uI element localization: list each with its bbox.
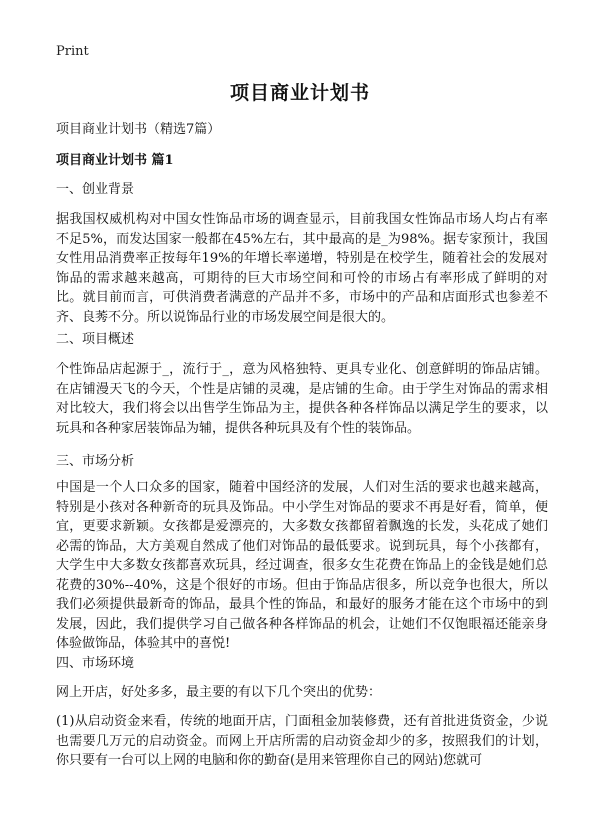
section-heading-market-analysis: 三、市场分析 xyxy=(56,454,135,469)
section-heading-overview: 二、项目概述 xyxy=(56,332,135,347)
section-paragraph-market-analysis: 中国是一个人口众多的国家，随着中国经济的发展，人们对生活的要求也越来越高，特别是小孩对各种新奇的玩具及饰品。中小学生对饰品的要求不再是好看，简单，便宜，更要求新颖。女孩都是爱漂亮的，大多数女孩都留着飘逸的长发，头花成了她们必需的饰品，大方美观自然成了他们对饰品的最低要求。说到玩具，每个小孩都有，大学生中大多数女孩都喜欢玩具，经过调查，很多女生花费在饰品上的金钱是她们总花费的30%--40%，这是个很好的市场。但由于饰品店很多，所以竞争也很大，所以我们必须提供最新奇的饰品，最具个性的饰品，和最好的服务才能在这个市场中的到发展，因此，我们提供学习自己做各种各样饰品的机会，让她们不仅饱眼福还能亲身体验做饰品，体验其中的喜悦! xyxy=(56,480,548,651)
section-paragraph-environment-intro: 网上开店，好处多多，最主要的有以下几个突出的优势： xyxy=(56,685,382,700)
article-heading: 项目商业计划书 篇1 xyxy=(56,153,174,168)
document-subtitle: 项目商业计划书（精选7篇） xyxy=(56,122,221,137)
section-heading-background: 一、创业背景 xyxy=(56,182,135,197)
section-paragraph-overview: 个性饰品店起源于_，流行于_，意为风格独特、更具专业化、创意鲜明的饰品店铺。在店铺漫天飞的今天，个性是店铺的灵魂，是店铺的生命。由于学生对饰品的需求相对比较大，我们将会以出售学生饰品为主，提供各种各样饰品以满足学生的要求，以玩具和各种家居装饰品为辅，提供各种玩具及有个性的装饰品。 xyxy=(56,362,548,436)
section-paragraph-environment-startup-capital: (1)从启动资金来看，传统的地面开店，门面租金加装修费，还有首批进货资金，少说也需要几万元的启动资金。而网上开店所需的启动资金却少的多，按照我们的计划，你只要有一台可以上网的电脑和你的勤奋(是用来管理你自己的网站)您就可 xyxy=(56,714,548,768)
document-title: 项目商业计划书 xyxy=(229,82,370,104)
section-heading-market-environment: 四、市场环境 xyxy=(56,656,135,671)
print-link[interactable]: Print xyxy=(56,44,89,59)
section-paragraph-background: 据我国权威机构对中国女性饰品市场的调查显示，目前我国女性饰品市场人均占有率不足5%，而发达国家一般都在45%左右，其中最高的是_为98%。据专家预计，我国女性用品消费率正按每年19%的年增长率递增，特别是在校学生，随着社会的发展对饰品的需求越来越高，可期待的巨大市场空间和可怜的市场占有率形成了鲜明的对比。就目前而言，可供消费者满意的产品并不多，市场中的产品和店面形式也参差不齐、良莠不分。所以说饰品行业的市场发展空间是很大的。 xyxy=(56,212,548,325)
